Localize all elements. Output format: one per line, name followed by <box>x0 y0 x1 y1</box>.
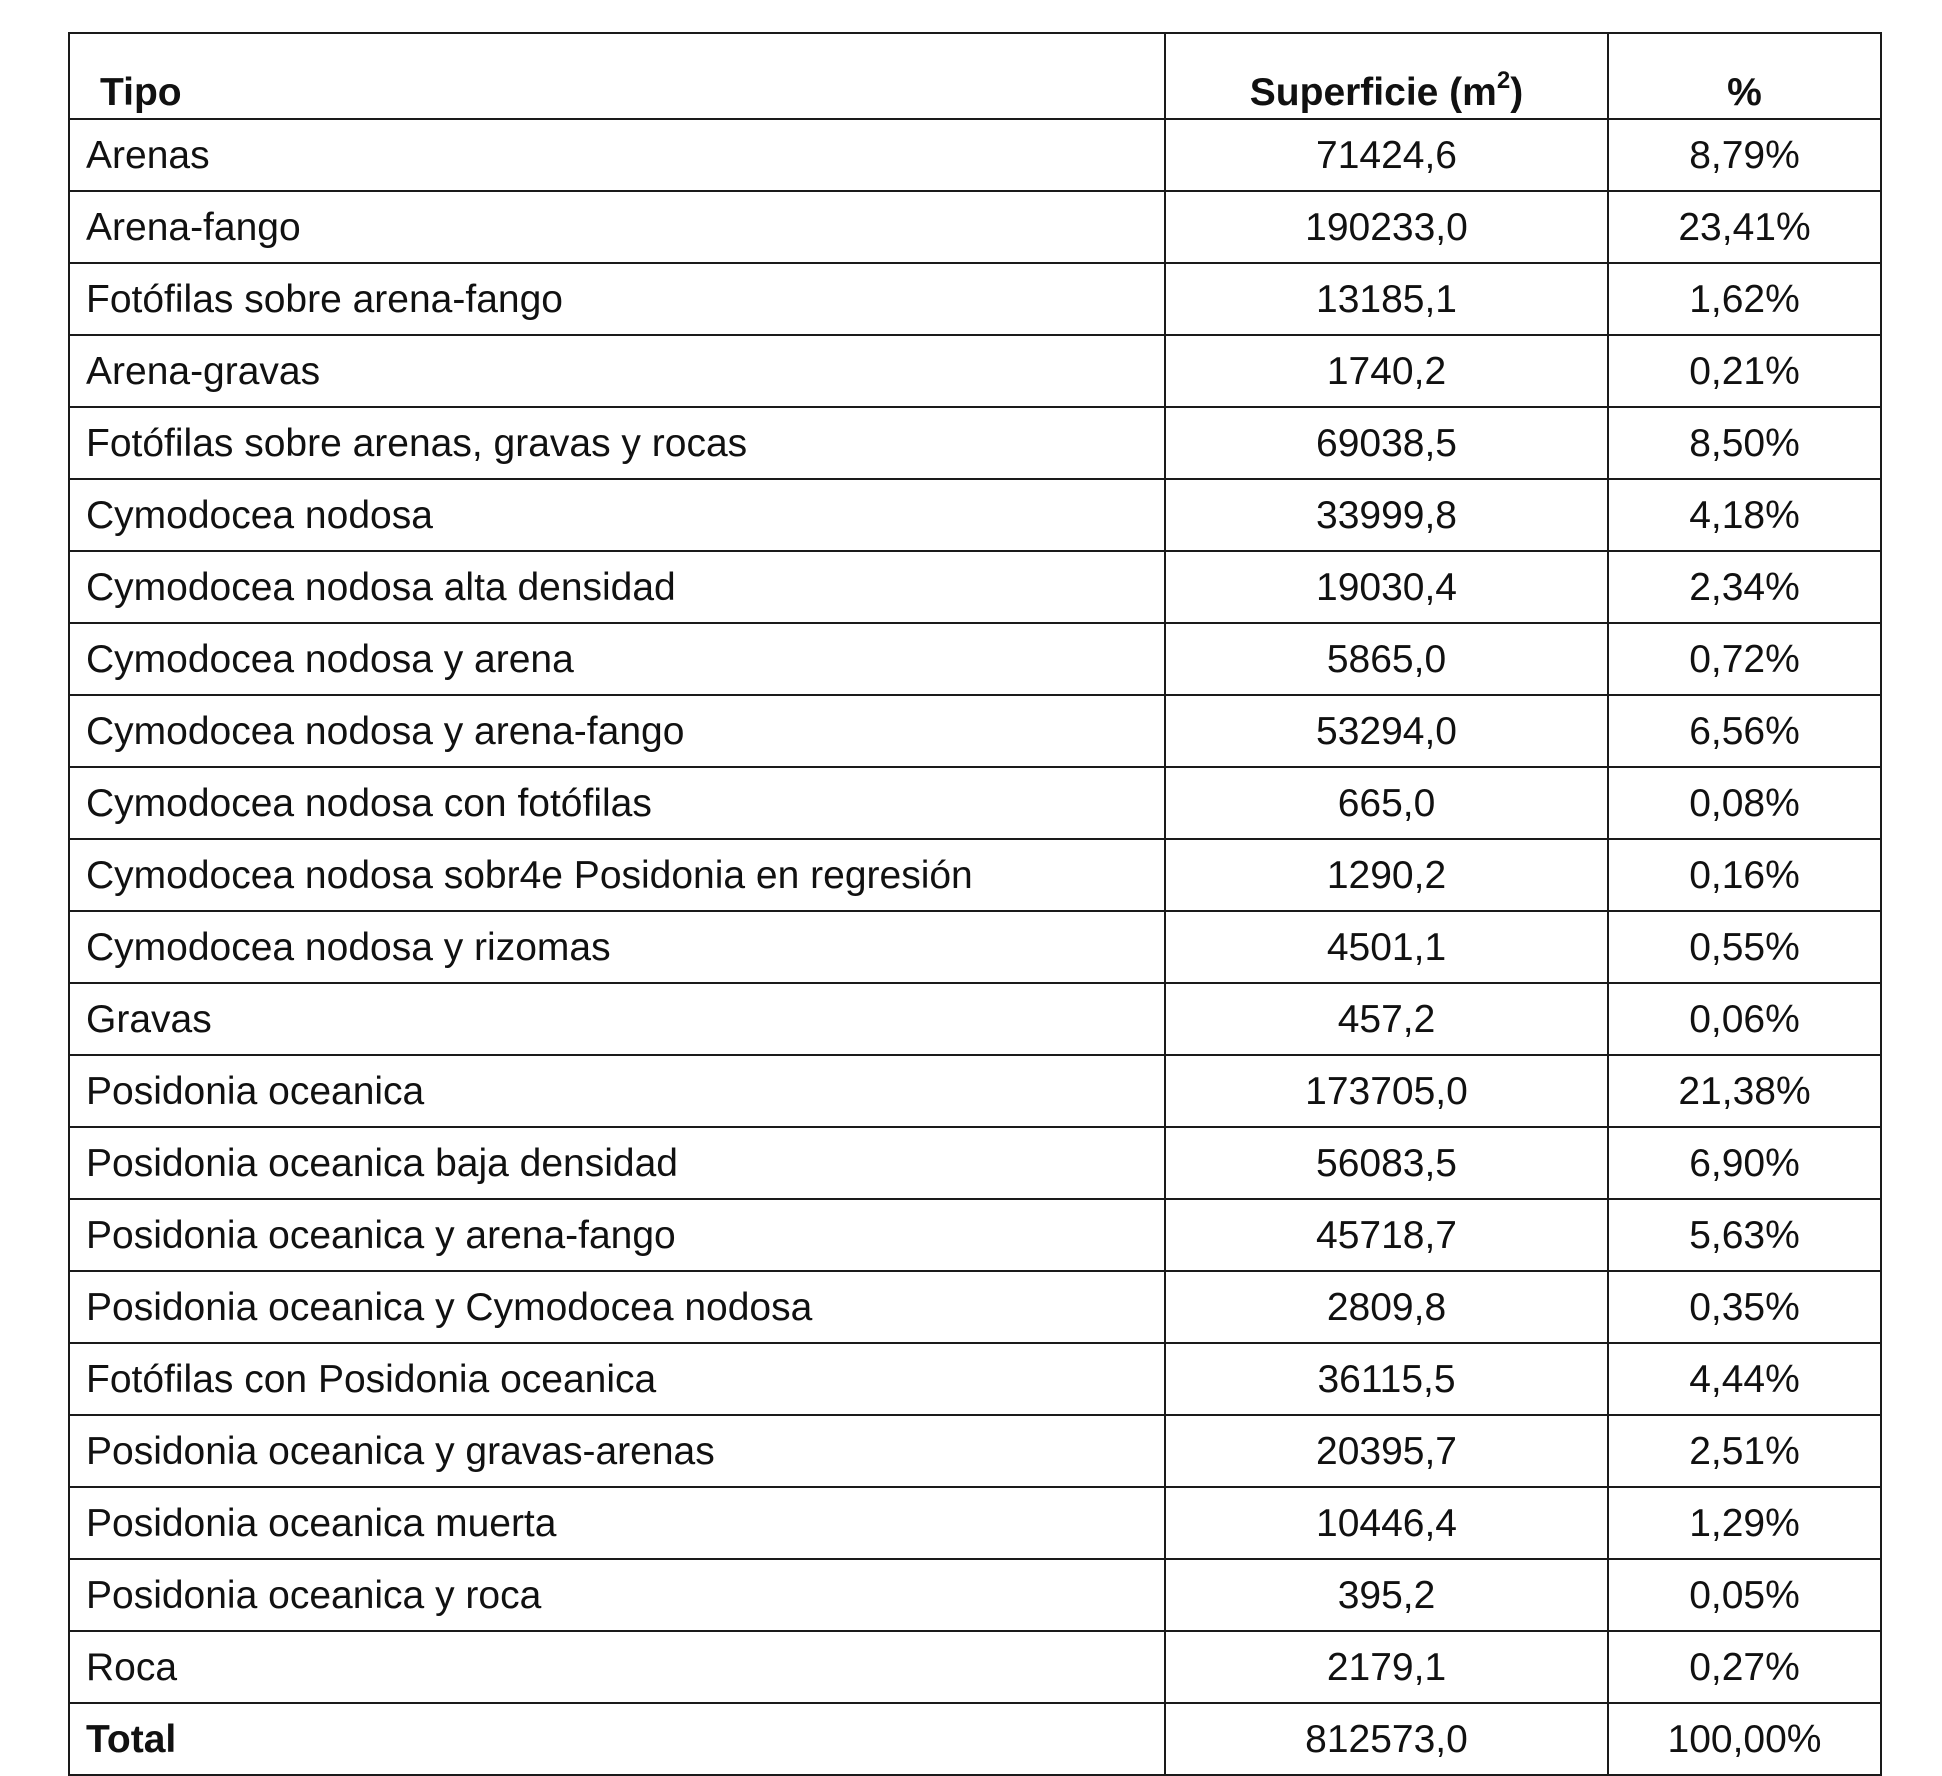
cell-percent: 0,55% <box>1608 911 1881 983</box>
cell-percent: 5,63% <box>1608 1199 1881 1271</box>
cell-superficie: 10446,4 <box>1165 1487 1608 1559</box>
cell-tipo: Posidonia oceanica y arena-fango <box>69 1199 1165 1271</box>
table-row <box>69 839 1881 911</box>
cell-tipo: Posidonia oceanica <box>69 1055 1165 1127</box>
total-row <box>69 1703 1881 1775</box>
table-row <box>69 1559 1881 1631</box>
cell-tipo: Fotófilas sobre arena-fango <box>69 263 1165 335</box>
table-row <box>69 983 1881 1055</box>
cell-superficie: 4501,1 <box>1165 911 1608 983</box>
header-tipo: Tipo <box>69 33 1165 119</box>
cell-tipo: Total <box>69 1703 1165 1775</box>
cell-percent: 0,27% <box>1608 1631 1881 1703</box>
header-superficie-exponent: 2 <box>1496 67 1511 94</box>
cell-percent: 0,08% <box>1608 767 1881 839</box>
cell-percent: 1,62% <box>1608 263 1881 335</box>
cell-percent: 21,38% <box>1608 1055 1881 1127</box>
cell-tipo: Posidonia oceanica baja densidad <box>69 1127 1165 1199</box>
cell-superficie: 19030,4 <box>1165 551 1608 623</box>
cell-tipo: Cymodocea nodosa sobr4e Posidonia en regresión <box>69 839 1165 911</box>
surface-table <box>68 32 1882 1776</box>
cell-superficie: 5865,0 <box>1165 623 1608 695</box>
cell-percent: 2,34% <box>1608 551 1881 623</box>
cell-percent: 4,18% <box>1608 479 1881 551</box>
cell-tipo: Cymodocea nodosa y arena <box>69 623 1165 695</box>
cell-superficie: 71424,6 <box>1165 119 1608 191</box>
cell-percent: 6,90% <box>1608 1127 1881 1199</box>
table-row <box>69 407 1881 479</box>
cell-percent: 8,79% <box>1608 119 1881 191</box>
cell-percent: 23,41% <box>1608 191 1881 263</box>
table-row <box>69 119 1881 191</box>
header-superficie <box>1165 33 1608 119</box>
cell-percent: 0,35% <box>1608 1271 1881 1343</box>
table-row <box>69 551 1881 623</box>
cell-superficie: 53294,0 <box>1165 695 1608 767</box>
cell-superficie: 2179,1 <box>1165 1631 1608 1703</box>
table-row <box>69 1199 1881 1271</box>
table-row <box>69 1271 1881 1343</box>
cell-superficie: 395,2 <box>1165 1559 1608 1631</box>
cell-percent: 6,56% <box>1608 695 1881 767</box>
cell-superficie: 2809,8 <box>1165 1271 1608 1343</box>
cell-percent: 1,29% <box>1608 1487 1881 1559</box>
cell-tipo: Arena-fango <box>69 191 1165 263</box>
table-row <box>69 695 1881 767</box>
cell-superficie: 1740,2 <box>1165 335 1608 407</box>
table-row <box>69 1487 1881 1559</box>
cell-tipo: Roca <box>69 1631 1165 1703</box>
cell-superficie: 190233,0 <box>1165 191 1608 263</box>
cell-tipo: Cymodocea nodosa alta densidad <box>69 551 1165 623</box>
table-row <box>69 335 1881 407</box>
cell-tipo: Posidonia oceanica y Cymodocea nodosa <box>69 1271 1165 1343</box>
table-row <box>69 1415 1881 1487</box>
cell-percent: 0,16% <box>1608 839 1881 911</box>
cell-tipo: Arenas <box>69 119 1165 191</box>
cell-superficie: 45718,7 <box>1165 1199 1608 1271</box>
cell-tipo: Fotófilas sobre arenas, gravas y rocas <box>69 407 1165 479</box>
cell-superficie: 69038,5 <box>1165 407 1608 479</box>
cell-tipo: Arena-gravas <box>69 335 1165 407</box>
table-header <box>69 33 1881 119</box>
table-row <box>69 1127 1881 1199</box>
table-row <box>69 911 1881 983</box>
table-row <box>69 1055 1881 1127</box>
cell-superficie: 20395,7 <box>1165 1415 1608 1487</box>
cell-superficie: 13185,1 <box>1165 263 1608 335</box>
cell-tipo: Cymodocea nodosa con fotófilas <box>69 767 1165 839</box>
cell-superficie: 36115,5 <box>1165 1343 1608 1415</box>
cell-tipo: Posidonia oceanica y roca <box>69 1559 1165 1631</box>
table-row <box>69 263 1881 335</box>
cell-superficie: 173705,0 <box>1165 1055 1608 1127</box>
cell-percent: 100,00% <box>1608 1703 1881 1775</box>
cell-superficie: 665,0 <box>1165 767 1608 839</box>
cell-tipo: Posidonia oceanica muerta <box>69 1487 1165 1559</box>
table-row <box>69 767 1881 839</box>
cell-percent: 4,44% <box>1608 1343 1881 1415</box>
cell-percent: 2,51% <box>1608 1415 1881 1487</box>
table-row <box>69 479 1881 551</box>
table-row <box>69 1343 1881 1415</box>
cell-percent: 0,05% <box>1608 1559 1881 1631</box>
table-row <box>69 1631 1881 1703</box>
cell-tipo: Fotófilas con Posidonia oceanica <box>69 1343 1165 1415</box>
cell-tipo: Cymodocea nodosa <box>69 479 1165 551</box>
cell-superficie: 1290,2 <box>1165 839 1608 911</box>
header-percent: % <box>1608 33 1881 119</box>
cell-percent: 8,50% <box>1608 407 1881 479</box>
cell-percent: 0,21% <box>1608 335 1881 407</box>
header-superficie-label: Superficie (m <box>1249 71 1497 114</box>
cell-superficie: 56083,5 <box>1165 1127 1608 1199</box>
table-row <box>69 191 1881 263</box>
cell-tipo: Cymodocea nodosa y rizomas <box>69 911 1165 983</box>
table-body <box>69 119 1881 1775</box>
cell-percent: 0,06% <box>1608 983 1881 1055</box>
cell-superficie: 457,2 <box>1165 983 1608 1055</box>
cell-superficie: 812573,0 <box>1165 1703 1608 1775</box>
header-superficie-close: ) <box>1510 71 1524 114</box>
cell-tipo: Gravas <box>69 983 1165 1055</box>
table-row <box>69 623 1881 695</box>
cell-tipo: Posidonia oceanica y gravas-arenas <box>69 1415 1165 1487</box>
cell-tipo: Cymodocea nodosa y arena-fango <box>69 695 1165 767</box>
cell-superficie: 33999,8 <box>1165 479 1608 551</box>
header-row <box>69 33 1881 119</box>
cell-percent: 0,72% <box>1608 623 1881 695</box>
